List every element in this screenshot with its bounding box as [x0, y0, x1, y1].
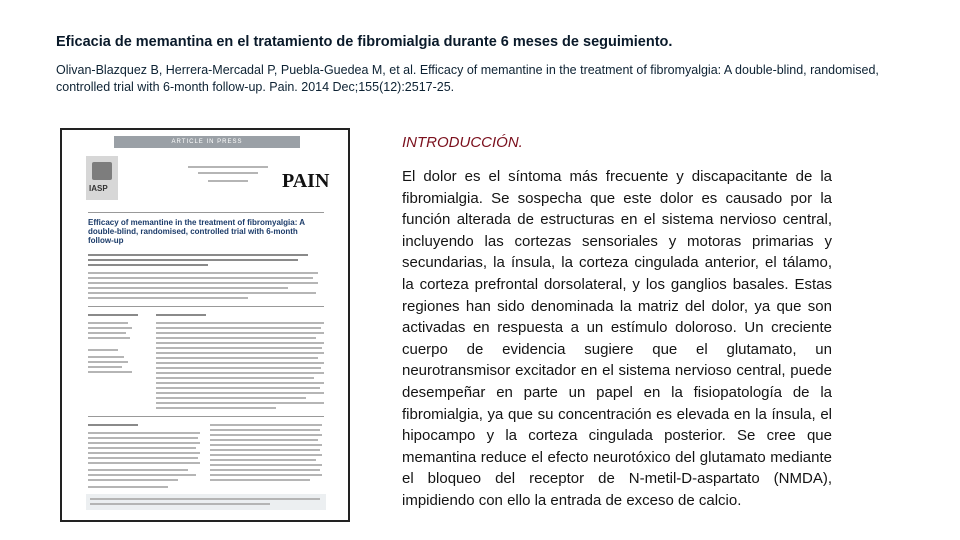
- publisher-logo: [86, 156, 118, 200]
- publisher-logo-text: IASP: [89, 184, 108, 193]
- paper-footer-box: [86, 494, 326, 510]
- journal-info-block: [144, 158, 274, 192]
- citation: Olivan-Blazquez B, Herrera-Mercadal P, Puebla-Guedea M, et al. Efficacy of memantine in the treatment of fibromyalgia: A double-blind, randomised, controlled trial with 6-month follow-up. Pain. 2014 Dec;155(12):2517-25.: [56, 63, 879, 94]
- paper-header-bar: ARTICLE IN PRESS: [114, 136, 300, 148]
- paper-article-title: Efficacy of memantine in the treatment of fibromyalgia: A double-blind, randomised, controlled trial with 6-month follow-up: [88, 218, 305, 245]
- section-heading: INTRODUCCIÓN.: [402, 134, 523, 151]
- section-body: El dolor es el síntoma más frecuente y discapacitante de la fibromialgia. Se sospecha que este dolor es causado por la función alterada de estructuras en el sistema nervioso central, incluyendo las cortezas sensoriales y motoras primarias y secundarias, la ínsula, la corteza cingulada anterior, el tálamo, la corteza prefrontal dorsolateral, y los ganglios basales. Estas regiones han sido denominada la matriz del dolor, ya que son activadas en respuesta a un estímulo doloroso. Un creciente cuerpo de evidencia sugiere que el glutamato, un neurotransmisor excitador en el sistema nervioso central, puede desempeñar en parte un papel en la fisiopatología de la fibromialgia, ya que su concentración es elevada en la ínsula, el hipocampo y la corteza cingulada posterior. Se cree que memantina reduce el efecto neurotóxico del glutamato mediante el bloqueo del receptor de N-metil-D-aspartato (NMDA), impidiendo con ello la entrada de exceso de calcio.: [402, 168, 832, 509]
- page-title: Eficacia de memantina en el tratamiento de fibromialgia durante 6 meses de seguimiento.: [56, 34, 673, 50]
- logo-mark-icon: [92, 162, 112, 180]
- journal-logo: PAIN: [282, 170, 330, 192]
- paper-thumbnail: [60, 128, 350, 522]
- paper-page: [84, 134, 330, 516]
